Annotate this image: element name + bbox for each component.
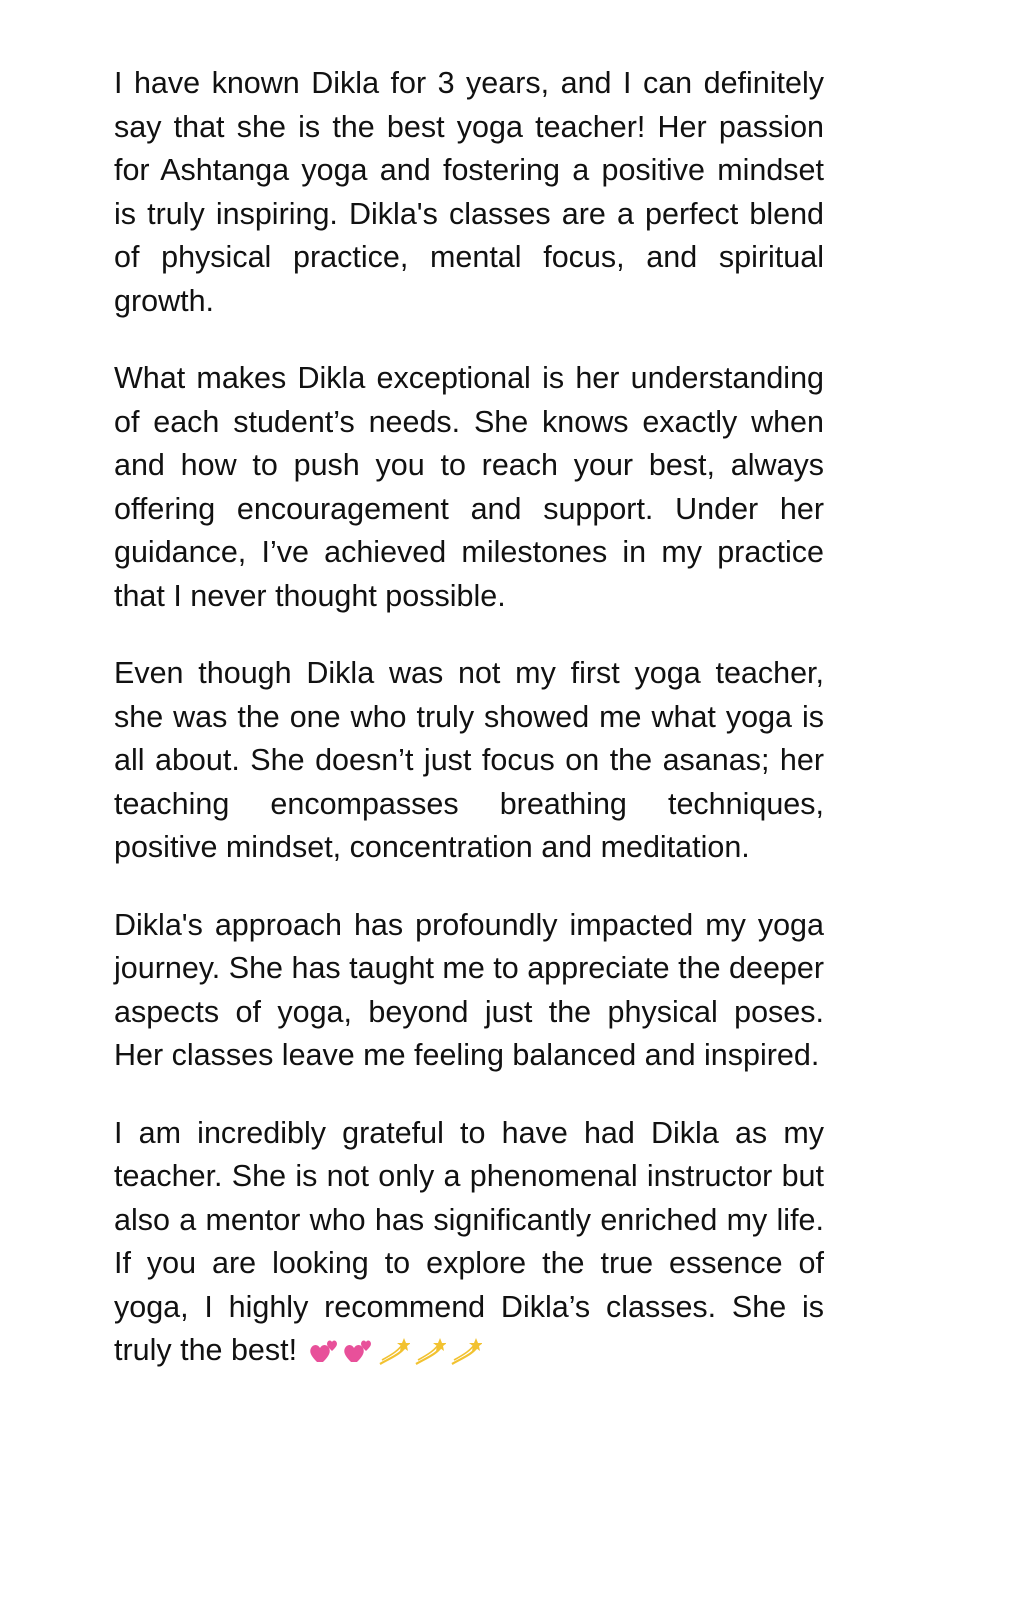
review-paragraph-3: Even though Dikla was not my first yoga teacher, she was the one who truly showed me what yoga is all about. She doesn’t just focus on the asanas; her teaching encompasses breathing techniques, positive mindset, concentration and meditation. (114, 656, 824, 864)
review-paragraph-4: Dikla's approach has profoundly impacted my yoga journey. She has taught me to appreciate the deeper aspects of yoga, beyond just the physical poses. Her classes leave me feeling balanced and inspired. (114, 907, 824, 1072)
dizzy-star-icon (412, 1336, 446, 1381)
two-hearts-icon (342, 1336, 374, 1381)
dizzy-star-icon (376, 1336, 410, 1381)
review-paragraph-5-text: I am incredibly grateful to have had Dikla as my teacher. She is not only a phenomenal instructor but also a mentor who has significantly enriched my life. If you are looking to explore the true essence of yoga, I highly recommend Dikla’s classes. She is truly the best! (114, 1115, 824, 1367)
review-paragraph-2: What makes Dikla exceptional is her understanding of each student’s needs. She knows exactly when and how to push you to reach your best, always offering encouragement and support. Under her guidance, I’ve achieved milestones in my practice that I never thought possible. (114, 361, 824, 613)
review-text (114, 62, 824, 1415)
dizzy-star-icon (448, 1336, 482, 1381)
two-hearts-icon (308, 1336, 340, 1381)
review-paragraph-1: I have known Dikla for 3 years, and I can definitely say that she is the best yoga teacher! Her passion for Ashtanga yoga and fostering a positive mindset is truly inspiring. Dikla's classes are a perfect blend of physical practice, mental focus, and spiritual growth. (114, 66, 824, 318)
review-paragraph-5 (114, 1112, 824, 1381)
